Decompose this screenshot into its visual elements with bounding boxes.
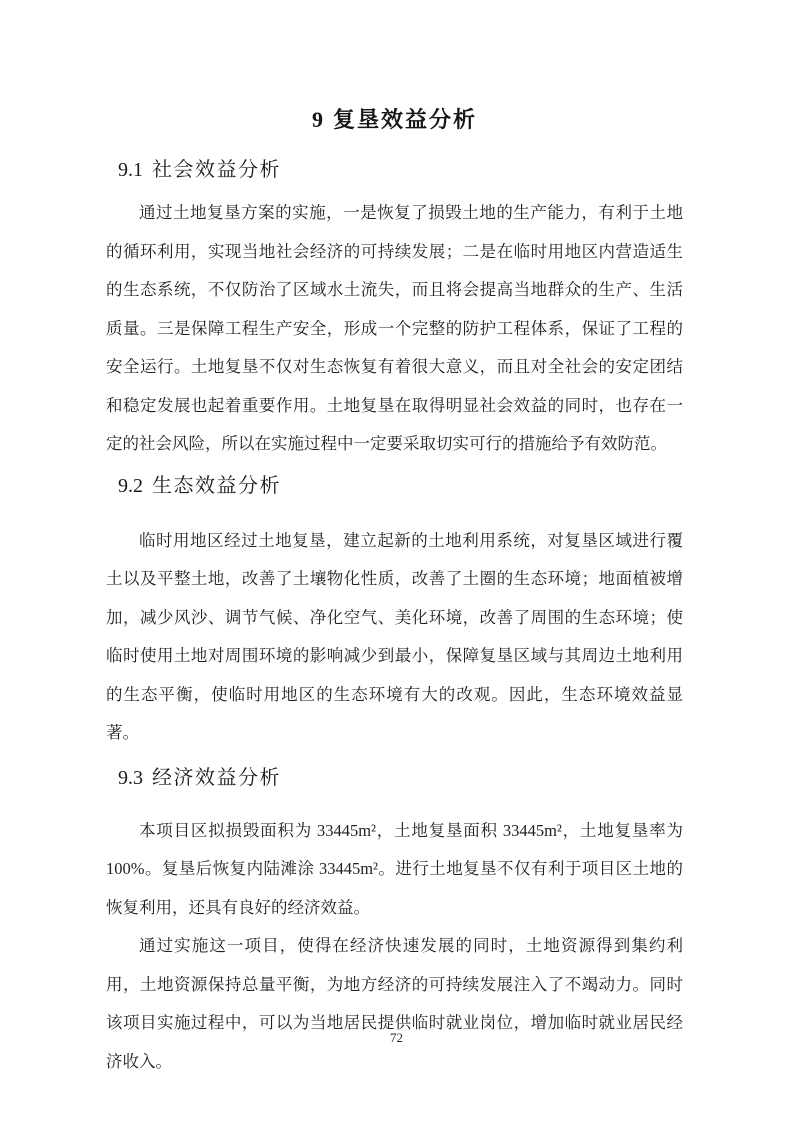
section-heading [118,155,683,185]
body-paragraph: 临时用地区经过土地复垦，建立起新的土地利用系统，对复垦区域进行覆土以及平整土地，改善了土壤物化性质，改善了土圈的生态环境；地面植被增加，减少风沙、调节气候、净化空气、美化环境，改善了周围的生态环境；使临时使用土地对周围环境的影响减少到最小，保障复垦区域与其周边土地利用的生态平衡，使临时用地区的生态环境有大的改观。因此，生态环境效益显著。 [106,530,683,742]
section-social-benefit [106,155,683,464]
chapter-title-text: 复垦效益分析 [332,107,477,132]
section-heading-number: 9.1 [118,159,143,181]
section-heading-text: 经济效益分析 [152,766,281,789]
section-heading [118,471,683,501]
section-heading-number: 9.2 [118,474,143,497]
body-paragraph: 本项目区拟损毁面积为 33445m²，土地复垦面积 33445m²，土地复垦率为 100%。复垦后恢复内陆滩涂 33445m²。进行土地复垦不仅有利于项目区土地的恢复利用，还具有良好的经济效益。 [106,820,683,917]
section-heading-number: 9.3 [118,766,143,789]
chapter-title [106,104,683,136]
section-heading [118,763,683,793]
section-ecological-benefit [106,471,683,753]
section-heading-text: 生态效益分析 [152,474,281,497]
page-number: 72 [390,1030,403,1045]
chapter-title-number: 9 [311,107,323,132]
body-paragraph: 通过实施这一项目，使得在经济快速发展的同时，土地资源得到集约利用，土地资源保持总量平衡，为地方经济的可持续发展注入了不竭动力。同时该项目实施过程中，可以为当地居民提供临时就业岗位，增加临时就业居民经济收入。 [106,936,683,1071]
body-paragraph: 通过土地复垦方案的实施，一是恢复了损毁土地的生产能力，有利于土地的循环利用，实现当地社会经济的可持续发展；二是在临时用地区内营造适生的生态系统，不仅防治了区域水土流失，而且将会提高当地群众的生产、生活质量。三是保障工程生产安全，形成一个完整的防护工程体系，保证了工程的安全运行。土地复垦不仅对生态恢复有着很大意义，而且对全社会的安定团结和稳定发展也起着重要作用。土地复垦在取得明显社会效益的同时，也存在一定的社会风险，所以在实施过程中一定要采取切实可行的措施给予有效防范。 [106,203,683,453]
section-heading-text: 社会效益分析 [152,159,281,181]
